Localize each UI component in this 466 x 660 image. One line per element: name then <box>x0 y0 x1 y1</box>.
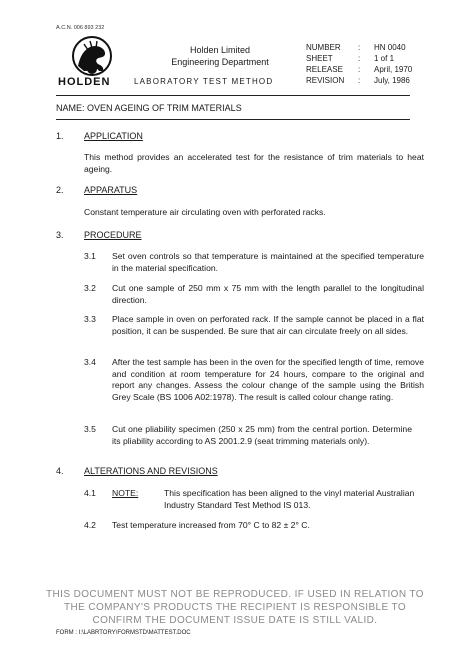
section-alterations-heading: 4. ALTERATIONS AND REVISIONS <box>56 466 218 476</box>
meta-sheet: SHEET : 1 of 1 <box>306 54 395 63</box>
document-meta <box>306 42 412 86</box>
alteration-item: 4.2 Test temperature increased from 70° C to 82 ± 2° C. <box>84 520 310 530</box>
procedure-item: 3.3 Place sample in oven on perforated rack. If the sample cannot be placed in a flat position, it can be suspended. Be sure that air can circulate freely on all sides. <box>84 314 424 336</box>
procedure-item: 3.1 Set oven controls so that temperature is maintained at the specified temperature in the material specification. <box>84 251 424 273</box>
section-apparatus-text: Constant temperature air circulating oven with perforated racks. <box>84 207 326 217</box>
procedure-item: 3.5 Cut one pliability specimen (250 x 25 mm) from the central portion. Determine its pliability according to AS 2001.2.9 (seat trimming materials only). <box>84 424 412 446</box>
form-path: FORM : I:\LABRTORY\FORMSTD\MATTEST.DOC <box>56 630 191 636</box>
document-name: NAME: OVEN AGEING OF TRIM MATERIALS <box>56 103 242 113</box>
section-application-text: This method provides an accelerated test for the resistance of trim materials to heat ageing. <box>84 152 424 174</box>
alteration-item: 4.1 NOTE: This specification has been aligned to the vinyl material Australian Industry Standard Test Method IS 013. <box>84 488 415 510</box>
section-application-heading: 1. APPLICATION <box>56 131 143 141</box>
reproduction-notice: THIS DOCUMENT MUST NOT BE REPRODUCED. IF USED IN RELATION TO THE COMPANY'S PRODUCTS THE RECIPIENT IS RESPONSIBLE TO CONFIRM THE DOCUMENT ISSUE DATE IS STILL VALID. <box>46 589 424 626</box>
procedure-item: 3.2 Cut one sample of 250 mm x 75 mm with the length parallel to the longitudinal direction. <box>84 283 424 305</box>
header-divider <box>56 95 410 96</box>
procedure-item: 3.4 After the test sample has been in the oven for the specified length of time, remove and condition at room temperature for 24 hours, compare to the original and report any changes. Assess the colour change of the sample using the British Grey Scale (BS 1006 A02:1978). The result is called colour change rating. <box>84 357 424 402</box>
company-name: Holden Limited <box>189 45 251 55</box>
department-name: Engineering Department <box>171 57 269 67</box>
meta-revision: REVISION : July, 1986 <box>306 76 410 85</box>
company-block <box>150 44 290 68</box>
meta-release: RELEASE : April, 1970 <box>306 65 413 74</box>
note-label: NOTE: <box>112 488 139 498</box>
method-title: LABORATORY TEST METHOD <box>134 77 274 86</box>
meta-number: NUMBER : HN 0040 <box>306 43 406 52</box>
section-apparatus-heading: 2. APPARATUS <box>56 185 138 195</box>
logo-wordmark: HOLDEN <box>58 76 111 88</box>
acn-number: A.C.N. 006 893 232 <box>56 25 105 31</box>
name-divider <box>56 119 410 120</box>
section-procedure-heading: 3. PROCEDURE <box>56 230 142 240</box>
